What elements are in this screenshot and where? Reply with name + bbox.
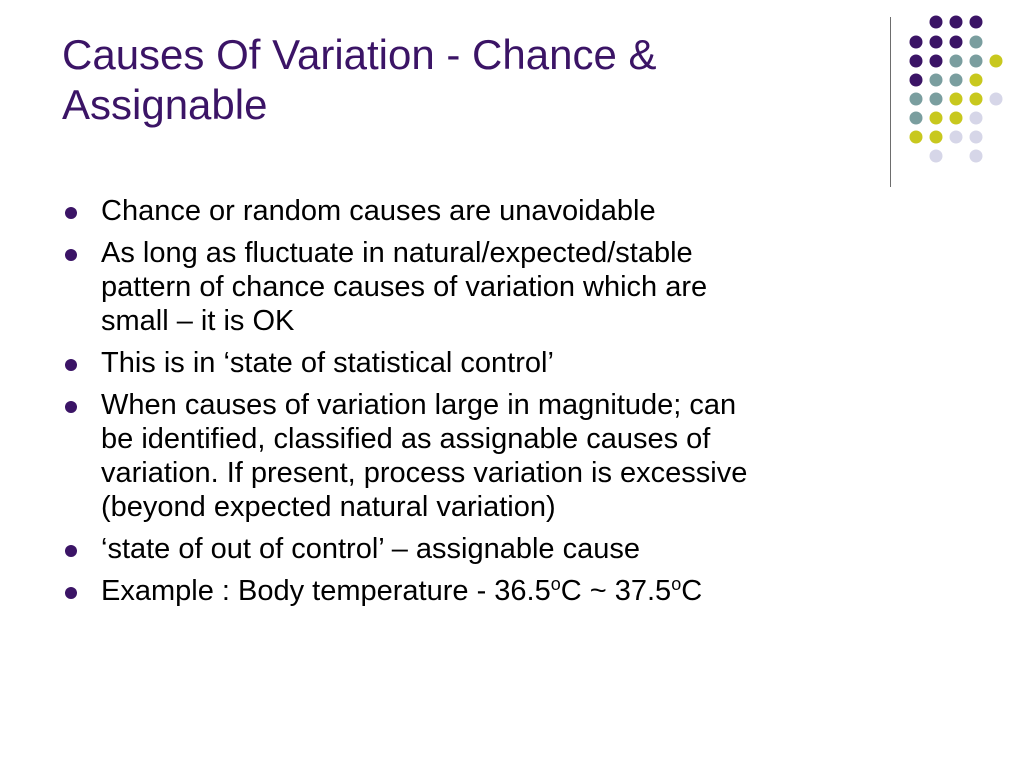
bullet-marker <box>65 401 77 413</box>
example-middle: C ~ 37.5 <box>560 575 672 607</box>
bullet-text: ‘state of out of control’ – assignable cause <box>101 533 640 565</box>
bullet-list <box>64 194 964 616</box>
decorative-dot <box>970 36 983 49</box>
bullet-text: pattern of chance causes of variation which are <box>101 271 708 303</box>
bullet-text: be identified, classified as assignable causes of <box>101 423 711 455</box>
decorative-dot <box>930 36 943 49</box>
decorative-dot <box>930 93 943 106</box>
decorative-dot <box>970 150 983 163</box>
decorative-dot <box>930 112 943 125</box>
decorative-dot <box>910 93 923 106</box>
bullet-item <box>64 388 964 524</box>
decorative-dot <box>930 131 943 144</box>
degree-superscript: o <box>671 574 682 594</box>
decorative-dot <box>910 36 923 49</box>
decorative-dot <box>910 131 923 144</box>
bullet-text: small – it is OK <box>101 305 295 337</box>
decorative-dot <box>950 55 963 68</box>
decorative-dot <box>910 55 923 68</box>
bullet-marker <box>65 587 77 599</box>
decorative-dot <box>930 55 943 68</box>
decorative-dot <box>970 16 983 29</box>
decorative-dot <box>990 93 1003 106</box>
decorative-dot <box>950 131 963 144</box>
degree-superscript: o <box>550 574 561 594</box>
title-line: Causes Of Variation - Chance & <box>62 31 657 78</box>
title-line: Assignable <box>62 81 268 129</box>
bullet-example <box>101 574 964 608</box>
decorative-dot <box>930 16 943 29</box>
decorative-dot <box>970 112 983 125</box>
bullet-marker <box>65 207 77 219</box>
bullet-text: (beyond expected natural variation) <box>101 491 556 523</box>
decorative-dot <box>910 112 923 125</box>
decorative-dot <box>970 131 983 144</box>
bullet-text: Chance or random causes are unavoidable <box>101 195 656 227</box>
decorative-dot <box>910 74 923 87</box>
bullet-marker <box>65 545 77 557</box>
decorative-dot <box>950 112 963 125</box>
decorative-dot <box>990 55 1003 68</box>
example-prefix: Example : Body temperature - 36.5 <box>101 575 551 607</box>
decorative-dot <box>950 16 963 29</box>
decorative-dot <box>950 74 963 87</box>
decorative-dot <box>950 36 963 49</box>
example-suffix: C <box>681 575 703 607</box>
bullet-item <box>64 532 964 566</box>
bullet-text: This is in ‘state of statistical control’ <box>101 347 554 379</box>
decorative-dot <box>930 150 943 163</box>
decorative-dot <box>930 74 943 87</box>
bullet-item <box>64 236 964 338</box>
bullet-marker <box>65 359 77 371</box>
decorative-dot <box>950 93 963 106</box>
decorative-dot-grid <box>0 0 1024 200</box>
bullet-item <box>64 194 964 228</box>
bullet-text: When causes of variation large in magnitude; can <box>101 389 737 421</box>
decorative-dot <box>970 74 983 87</box>
decorative-dot <box>970 93 983 106</box>
bullet-marker <box>65 249 77 261</box>
decorative-dot <box>970 55 983 68</box>
bullet-item <box>64 346 964 380</box>
bullet-text: variation. If present, process variation is excessive <box>101 457 748 489</box>
bullet-item <box>64 574 964 608</box>
bullet-text: As long as fluctuate in natural/expected/stable <box>101 237 693 269</box>
